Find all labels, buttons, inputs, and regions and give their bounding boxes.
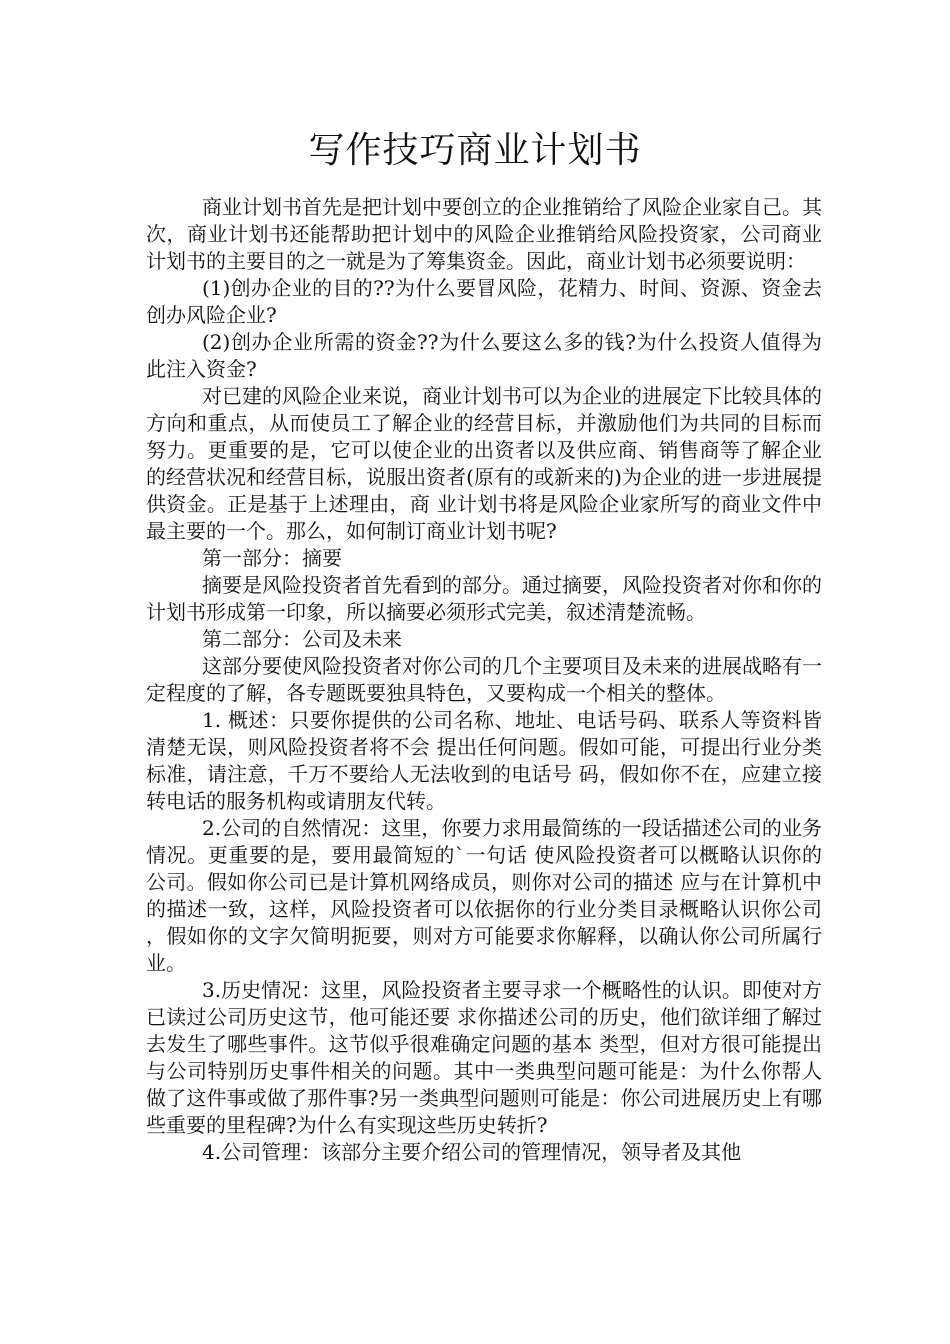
paragraph-point-1: (1)创办企业的目的??为什么要冒风险，花精力、时间、资源、资金去创办风险企业?: [146, 276, 822, 327]
document-title: 写作技巧商业计划书: [308, 130, 642, 171]
paragraph-overview: 1. 概述：只要你提供的公司名称、地址、电话号码、联系人等资料皆清楚无误，则风险投资者将不会 提出任何问题。假如可能，可提出行业分类标准，请注意，千万不要给人无法收到的电话号 码，假如你不在，应建立接转电话的服务机构或请朋友代转。: [146, 708, 822, 813]
section-heading-summary: 第一部分：摘要: [202, 546, 342, 570]
paragraph-management: 4.公司管理：该部分主要介绍公司的管理情况，领导者及其他: [202, 1140, 742, 1164]
paragraph-company-intro: 这部分要使风险投资者对你公司的几个主要项目及未来的进展战略有一定程度的了解，各专题既要独具特色，又要构成一个相关的整体。: [146, 654, 822, 705]
paragraph-point-2: (2)创办企业所需的资金??为什么要这么多的钱?为什么投资人值得为此注入资金?: [146, 330, 822, 381]
paragraph-history: 3.历史情况：这里，风险投资者主要寻求一个概略性的认识。即使对方已读过公司历史这节，他可能还要 求你描述公司的历史，他们欲详细了解过去发生了哪些事件。这节似乎很难确定问题的基本 类型，但对方很可能提出与公司特别历史事件相关的问题。其中一类典型问题可能是：为什么你帮人做了这件事或做了那件事?另一类典型问题则可能是：你公司进展历史上有哪些重要的里程碑?为什么有实现这些历史转折?: [146, 978, 822, 1137]
paragraph-existing-enterprise: 对已建的风险企业来说，商业计划书可以为企业的进展定下比较具体的方向和重点，从而使员工了解企业的经营目标，并激励他们为共同的目标而努力。更重要的是，它可以使企业的出资者以及供应商、销售商等了解企业的经营状况和经营目标，说服出资者(原有的或新来的)为企业的进一步进展提供资金。正是基于上述理由，商 业计划书将是风险企业家所写的商业文件中最主要的一个。那么，如何制订商业计划书呢?: [146, 384, 822, 543]
paragraph-intro: 商业计划书首先是把计划中要创立的企业推销给了风险企业家自己。其次，商业计划书还能帮助把计划中的风险企业推销给风险投资家，公司商业计划书的主要目的之一就是为了筹集资金。因此，商业计划书必须要说明：: [146, 195, 822, 273]
document-body: [146, 194, 822, 1166]
paragraph-natural-situation: 2.公司的自然情况：这里，你要力求用最简练的一段话描述公司的业务情况。更重要的是，要用最简短的`一句话 使风险投资者可以概略认识你的公司。假如你公司已是计算机网络成员，则你对公司的描述 应与在计算机中的描述一致，这样，风险投资者可以依据你的行业分类目录概略认识你公司 ，假如你的文字欠简明扼要，则对方可能要求你解释，以确认你公司所属行业。: [146, 816, 822, 975]
paragraph-summary: 摘要是风险投资者首先看到的部分。通过摘要，风险投资者对你和你的计划书形成第一印象，所以摘要必须形式完美，叙述清楚流畅。: [146, 573, 822, 624]
section-heading-company: 第二部分：公司及未来: [202, 627, 402, 651]
